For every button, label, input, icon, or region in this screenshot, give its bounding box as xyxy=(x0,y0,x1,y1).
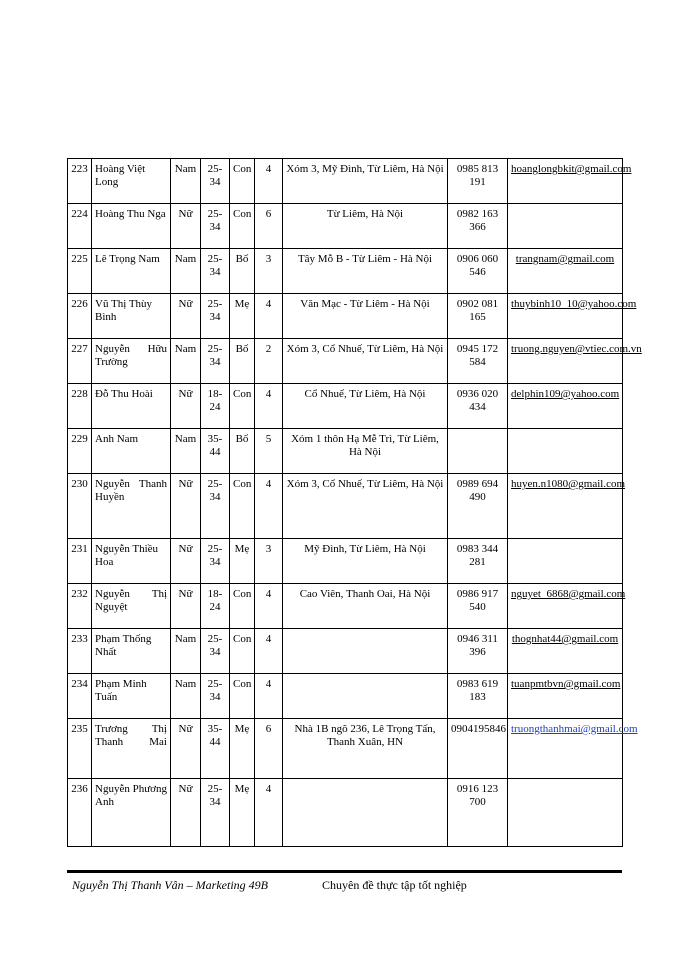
age-group-cell: 25-34 xyxy=(201,674,230,719)
name-cell: Trương Thị Thanh Mai xyxy=(92,719,171,779)
row-number-cell: 223 xyxy=(68,159,92,204)
household-size-cell: 4 xyxy=(255,779,283,847)
table-row xyxy=(68,249,623,294)
phone-cell: 0983 344 281 xyxy=(448,539,508,584)
table-row xyxy=(68,294,623,339)
household-size-cell: 4 xyxy=(255,584,283,629)
gender-cell: Nữ xyxy=(171,539,201,584)
row-number-cell: 229 xyxy=(68,429,92,474)
gender-cell: Nữ xyxy=(171,384,201,429)
age-group-cell: 25-34 xyxy=(201,204,230,249)
gender-cell: Nam xyxy=(171,159,201,204)
email-link[interactable]: huyen.n1080@gmail.com xyxy=(511,478,626,490)
household-size-cell: 4 xyxy=(255,629,283,674)
email-link[interactable]: thuybinh10_10@yahoo.com xyxy=(511,298,637,310)
name-cell: Nguyễn Hữu Trường xyxy=(92,339,171,384)
email-cell xyxy=(508,779,623,847)
table-row xyxy=(68,159,623,204)
age-group-cell: 25-34 xyxy=(201,539,230,584)
household-size-cell: 5 xyxy=(255,429,283,474)
email-cell xyxy=(508,339,642,384)
row-number-cell: 225 xyxy=(68,249,92,294)
table-row xyxy=(68,584,623,629)
table-row xyxy=(68,719,623,779)
family-role-cell: Con xyxy=(230,584,255,629)
email-cell xyxy=(508,539,623,584)
phone-cell: 0946 311 396 xyxy=(448,629,508,674)
table-body xyxy=(68,159,642,847)
phone-cell: 0986 917 540 xyxy=(448,584,508,629)
age-group-cell: 25-34 xyxy=(201,779,230,847)
address-cell xyxy=(283,779,448,847)
email-link[interactable]: delphin109@yahoo.com xyxy=(511,388,620,400)
name-cell: Hoàng Việt Long xyxy=(92,159,171,204)
email-link[interactable]: hoanglongbkit@gmail.com xyxy=(511,163,632,175)
footer-author: Nguyễn Thị Thanh Vân – Marketing 49B xyxy=(72,878,268,892)
household-size-cell: 2 xyxy=(255,339,283,384)
gender-cell: Nam xyxy=(171,339,201,384)
row-number-cell: 230 xyxy=(68,474,92,539)
address-cell: Xóm 3, Cổ Nhuế, Từ Liêm, Hà Nội xyxy=(283,339,448,384)
address-cell: Tây Mỗ B - Từ Liêm - Hà Nội xyxy=(283,249,448,294)
gender-cell: Nữ xyxy=(171,779,201,847)
table-row xyxy=(68,779,623,847)
phone-cell: 0985 813 191 xyxy=(448,159,508,204)
phone-cell: 0902 081 165 xyxy=(448,294,508,339)
gender-cell: Nam xyxy=(171,249,201,294)
age-group-cell: 25-34 xyxy=(201,629,230,674)
row-number-cell: 235 xyxy=(68,719,92,779)
survey-table-wrapper xyxy=(67,158,642,847)
row-number-cell: 226 xyxy=(68,294,92,339)
phone-cell: 0983 619 183 xyxy=(448,674,508,719)
phone-cell: 0989 694 490 xyxy=(448,474,508,539)
phone-cell: 0906 060 546 xyxy=(448,249,508,294)
name-cell: Vũ Thị Thùy Bình xyxy=(92,294,171,339)
family-role-cell: Bố xyxy=(230,249,255,294)
row-number-cell: 228 xyxy=(68,384,92,429)
family-role-cell: Mẹ xyxy=(230,539,255,584)
family-role-cell: Con xyxy=(230,204,255,249)
gender-cell: Nữ xyxy=(171,584,201,629)
name-cell: Nguyễn Phương Anh xyxy=(92,779,171,847)
family-role-cell: Con xyxy=(230,159,255,204)
table-row xyxy=(68,384,623,429)
phone-cell: 0945 172 584 xyxy=(448,339,508,384)
address-cell: Nhà 1B ngõ 236, Lê Trọng Tấn, Thanh Xuân, HN xyxy=(283,719,448,779)
footer-title: Chuyên đề thực tập tốt nghiệp xyxy=(322,878,467,892)
email-link[interactable]: thognhat44@gmail.com xyxy=(511,633,619,645)
family-role-cell: Bố xyxy=(230,429,255,474)
footer-divider xyxy=(67,870,622,873)
family-role-cell: Mẹ xyxy=(230,294,255,339)
family-role-cell: Mẹ xyxy=(230,719,255,779)
gender-cell: Nam xyxy=(171,629,201,674)
name-cell: Lê Trọng Nam xyxy=(92,249,171,294)
address-cell xyxy=(283,629,448,674)
age-group-cell: 35-44 xyxy=(201,429,230,474)
email-link[interactable]: truongthanhmai@gmail.com xyxy=(511,723,638,735)
household-size-cell: 4 xyxy=(255,474,283,539)
age-group-cell: 25-34 xyxy=(201,159,230,204)
age-group-cell: 18-24 xyxy=(201,384,230,429)
age-group-cell: 25-34 xyxy=(201,339,230,384)
age-group-cell: 25-34 xyxy=(201,249,230,294)
email-cell xyxy=(508,249,623,294)
email-cell xyxy=(508,474,626,539)
email-link[interactable]: trangnam@gmail.com xyxy=(515,253,615,265)
email-cell xyxy=(508,204,623,249)
email-cell xyxy=(508,629,623,674)
household-size-cell: 6 xyxy=(255,204,283,249)
gender-cell: Nữ xyxy=(171,719,201,779)
email-link[interactable]: nguyet_6868@gmail.com xyxy=(511,588,626,600)
name-cell: Nguyễn Thiều Hoa xyxy=(92,539,171,584)
phone-cell xyxy=(448,429,508,474)
address-cell: Xóm 1 thôn Hạ Mễ Trì, Từ Liêm, Hà Nội xyxy=(283,429,448,474)
household-size-cell: 4 xyxy=(255,384,283,429)
name-cell: Anh Nam xyxy=(92,429,171,474)
email-cell xyxy=(508,719,638,779)
table-row xyxy=(68,339,623,384)
name-cell: Đỗ Thu Hoài xyxy=(92,384,171,429)
address-cell: Mỹ Đình, Từ Liêm, Hà Nội xyxy=(283,539,448,584)
row-number-cell: 233 xyxy=(68,629,92,674)
email-cell xyxy=(508,429,623,474)
name-cell: Phạm Minh Tuấn xyxy=(92,674,171,719)
address-cell: Từ Liêm, Hà Nội xyxy=(283,204,448,249)
email-cell xyxy=(508,294,637,339)
table-row xyxy=(68,539,623,584)
address-cell: Cao Viên, Thanh Oai, Hà Nội xyxy=(283,584,448,629)
address-cell: Cổ Nhuế, Từ Liêm, Hà Nội xyxy=(283,384,448,429)
email-link[interactable]: truong.nguyen@vtiec.com.vn xyxy=(511,343,642,355)
family-role-cell: Con xyxy=(230,674,255,719)
gender-cell: Nữ xyxy=(171,204,201,249)
email-link[interactable]: tuanpmtbvn@gmail.com xyxy=(511,678,621,690)
respondent-table xyxy=(67,158,642,847)
family-role-cell: Con xyxy=(230,474,255,539)
row-number-cell: 236 xyxy=(68,779,92,847)
household-size-cell: 4 xyxy=(255,159,283,204)
name-cell: Hoàng Thu Nga xyxy=(92,204,171,249)
family-role-cell: Con xyxy=(230,384,255,429)
gender-cell: Nữ xyxy=(171,474,201,539)
table-row xyxy=(68,474,623,539)
row-number-cell: 224 xyxy=(68,204,92,249)
table-row xyxy=(68,629,623,674)
age-group-cell: 25-34 xyxy=(201,474,230,539)
phone-cell: 0936 020 434 xyxy=(448,384,508,429)
address-cell xyxy=(283,674,448,719)
household-size-cell: 6 xyxy=(255,719,283,779)
household-size-cell: 3 xyxy=(255,539,283,584)
household-size-cell: 3 xyxy=(255,249,283,294)
phone-cell: 0904195846 xyxy=(448,719,508,779)
family-role-cell: Mẹ xyxy=(230,779,255,847)
table-row xyxy=(68,204,623,249)
address-cell: Xóm 3, Mỹ Đình, Từ Liêm, Hà Nội xyxy=(283,159,448,204)
name-cell: Phạm Thống Nhất xyxy=(92,629,171,674)
email-cell xyxy=(508,384,623,429)
table-row xyxy=(68,429,623,474)
gender-cell: Nam xyxy=(171,429,201,474)
table-row xyxy=(68,674,623,719)
household-size-cell: 4 xyxy=(255,674,283,719)
gender-cell: Nữ xyxy=(171,294,201,339)
household-size-cell: 4 xyxy=(255,294,283,339)
row-number-cell: 234 xyxy=(68,674,92,719)
family-role-cell: Con xyxy=(230,629,255,674)
gender-cell: Nam xyxy=(171,674,201,719)
phone-cell: 0916 123 700 xyxy=(448,779,508,847)
email-cell xyxy=(508,674,623,719)
age-group-cell: 35-44 xyxy=(201,719,230,779)
age-group-cell: 18-24 xyxy=(201,584,230,629)
phone-cell: 0982 163 366 xyxy=(448,204,508,249)
email-cell xyxy=(508,584,626,629)
name-cell: Nguyễn Thị Nguyệt xyxy=(92,584,171,629)
row-number-cell: 227 xyxy=(68,339,92,384)
family-role-cell: Bố xyxy=(230,339,255,384)
address-cell: Xóm 3, Cổ Nhuế, Từ Liêm, Hà Nội xyxy=(283,474,448,539)
email-cell xyxy=(508,159,632,204)
name-cell: Nguyễn Thanh Huyền xyxy=(92,474,171,539)
address-cell: Văn Mạc - Từ Liêm - Hà Nội xyxy=(283,294,448,339)
row-number-cell: 231 xyxy=(68,539,92,584)
row-number-cell: 232 xyxy=(68,584,92,629)
age-group-cell: 25-34 xyxy=(201,294,230,339)
